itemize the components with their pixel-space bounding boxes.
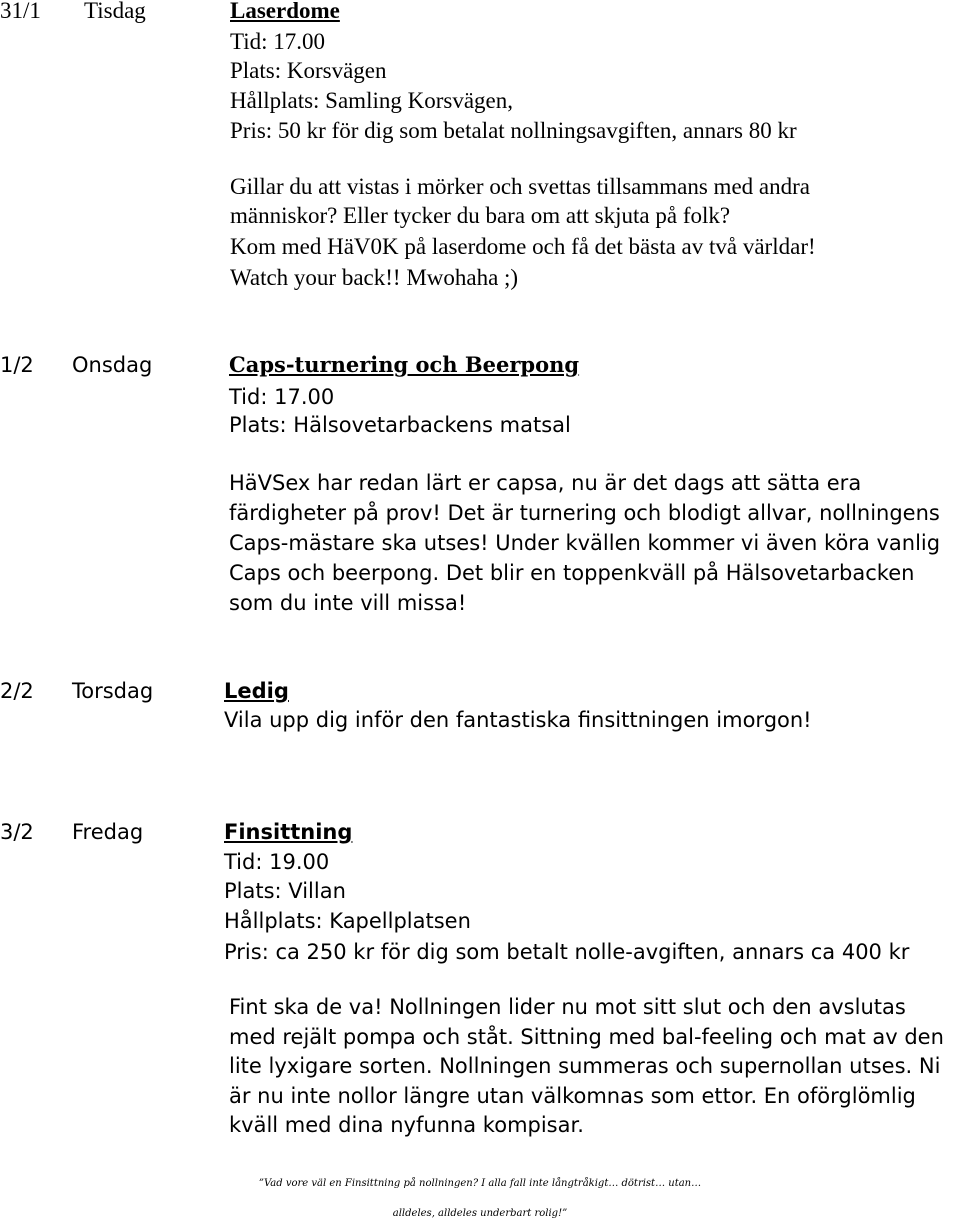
event-time: Tid: 17.00 [230, 29, 326, 54]
event-day: Fredag [72, 820, 144, 844]
event-description-line: Caps-mästare ska utses! Under kvällen kommer vi även köra vanlig [229, 531, 941, 555]
event-description-line: HäVSex har redan lärt er capsa, nu är det dags att sätta era [229, 471, 862, 495]
event-description-line: är nu inte nollor längre utan välkomnas som ettor. En oförglömlig [229, 1084, 916, 1108]
event-description-line: färdigheter på prov! Det är turnering och blodigt allvar, nollningens [229, 501, 940, 525]
event-time: Tid: 19.00 [224, 850, 330, 874]
event-place: Plats: Hälsovetarbackens matsal [229, 413, 571, 437]
event-time: Tid: 17.00 [229, 385, 335, 409]
event-description-line: Kom med HäV0K på laserdome och få det bästa av två världar! [230, 234, 816, 259]
event-place: Plats: Korsvägen [230, 58, 387, 83]
event-date: 3/2 [0, 820, 34, 844]
event-note: Vila upp dig inför den fantastiska finsittningen imorgon! [224, 708, 812, 732]
event-title: Laserdome [230, 0, 340, 23]
event-stop: Hållplats: Samling Korsvägen, [230, 88, 513, 113]
event-description-line: Watch your back!! Mwohaha ;) [230, 265, 519, 290]
event-stop: Hållplats: Kapellplatsen [224, 909, 471, 933]
event-day: Torsdag [72, 679, 154, 703]
event-description-line: lite lyxigare sorten. Nollningen summeras och supernollan utses. Ni [229, 1054, 941, 1078]
event-description-line: Gillar du att vistas i mörker och svettas tillsammans med andra [230, 174, 810, 199]
event-description-line: Caps och beerpong. Det blir en toppenkväll på Hälsovetarbacken [229, 561, 915, 585]
event-description-line: kväll med dina nyfunna kompisar. [229, 1113, 584, 1137]
closing-quote-line: ”Vad vore väl en Finsittning på nollningen? I alla fall inte långtråkigt… dötrist… utan… [258, 1178, 702, 1189]
closing-quote-line: alldeles, alldeles underbart rolig!” [392, 1208, 568, 1219]
event-title: Ledig [224, 679, 289, 703]
event-place: Plats: Villan [224, 879, 346, 903]
event-title: Finsittning [224, 820, 353, 844]
event-day: Onsdag [72, 353, 153, 377]
event-description-line: Fint ska de va! Nollningen lider nu mot sitt slut och den avslutas [229, 995, 906, 1019]
event-price: Pris: ca 250 kr för dig som betalt nolle-avgiften, annars ca 400 kr [224, 940, 910, 964]
event-description-line: med rejält pompa och ståt. Sittning med bal-feeling och mat av den [229, 1025, 944, 1049]
event-date: 31/1 [0, 0, 41, 23]
event-day: Tisdag [84, 0, 146, 23]
event-title: Caps-turnering och Beerpong [229, 352, 580, 377]
event-date: 1/2 [0, 353, 34, 377]
event-description-line: som du inte vill missa! [229, 591, 467, 615]
event-date: 2/2 [0, 679, 34, 703]
event-description-line: människor? Eller tycker du bara om att skjuta på folk? [230, 203, 731, 228]
event-price: Pris: 50 kr för dig som betalat nollningsavgiften, annars 80 kr [230, 118, 797, 143]
